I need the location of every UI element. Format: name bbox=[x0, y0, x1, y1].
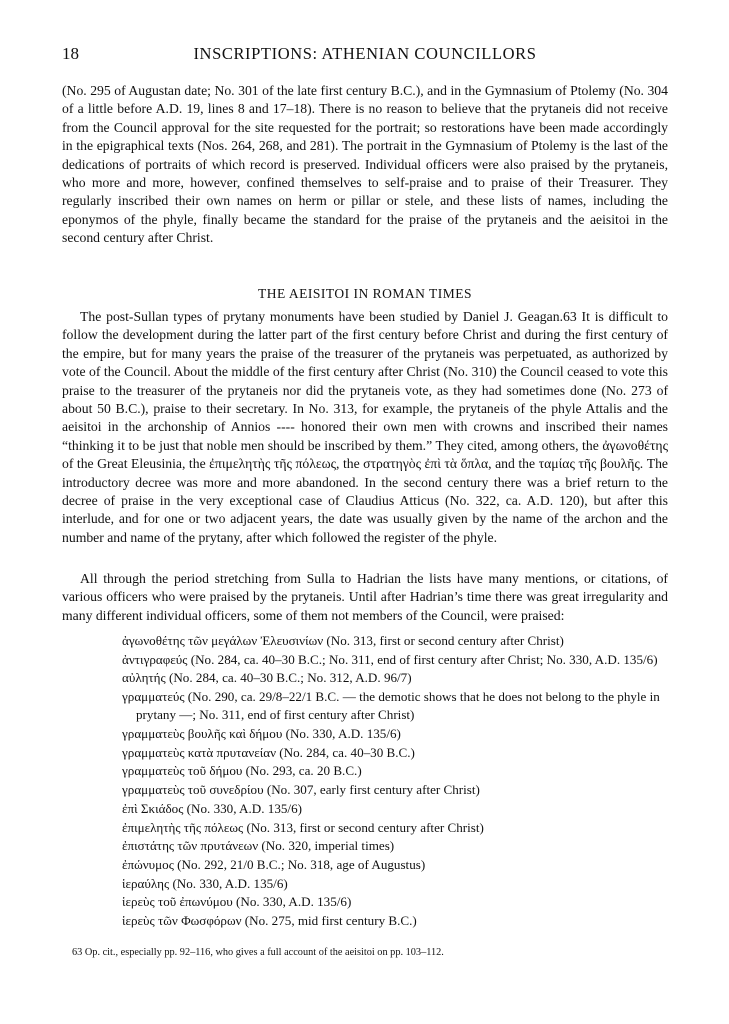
list-item: γραμματεύς (No. 290, ca. 29/8–22/1 B.C. — the demotic shows that he does not belong to the phyle in prytany —; No. 311, end of first century after Christ) bbox=[122, 689, 660, 723]
list-item: ἐπὶ Σκιάδος (No. 330, A.D. 135/6) bbox=[122, 800, 302, 816]
running-title: INSCRIPTIONS: ATHENIAN COUNCILLORS bbox=[193, 44, 537, 63]
list-item: ἀντιγραφεύς (No. 284, ca. 40–30 B.C.; No. 311, end of first century after Christ; No. 330, A.D. 135/6) bbox=[122, 651, 658, 667]
section-title: THE AEISITOI IN ROMAN TIMES bbox=[258, 286, 472, 301]
list-item: ἀγωνοθέτης τῶν μεγάλων Ἐλευσινίων (No. 313, first or second century after Christ) bbox=[122, 633, 564, 648]
list-item: ἐπιμελητὴς τῆς πόλεως (No. 313, first or second century after Christ) bbox=[122, 819, 484, 835]
list-item: γραμματεὺς τοῦ συνεδρίου (No. 307, early first century after Christ) bbox=[122, 782, 480, 798]
list-item: αὐλητής (No. 284, ca. 40–30 B.C.; No. 312, A.D. 96/7) bbox=[122, 670, 412, 686]
list-item: ἱεραύλης (No. 330, A.D. 135/6) bbox=[122, 875, 288, 891]
list-item: ἱερεὺς τοῦ ἐπωνύμου (No. 330, A.D. 135/6) bbox=[122, 894, 352, 910]
page-header bbox=[62, 44, 668, 70]
list-item: ἐπιστάτης τῶν πρυτάνεων (No. 320, imperial times) bbox=[122, 838, 395, 854]
list-item: γραμματεὺς τοῦ δήμου (No. 293, ca. 20 B.C.) bbox=[122, 763, 362, 779]
list-item: ἱερεὺς τῶν Φωσφόρων (No. 275, mid first century B.C.) bbox=[122, 913, 417, 929]
paragraph-1: (No. 295 of Augustan date; No. 301 of the late first century B.C.), and in the Gymnasium of Ptolemy (No. 304 of a little before A.D. 19, lines 8 and 17–18). There is no reason to believe that the prytaneis did not receive from the Council approval for the site requested for the portrait; so restorations have been made accordingly in the epigraphical texts (Nos. 264, 268, and 281). The portrait in the Gymnasium of Ptolemy is the last of the dedications of portraits of which record is preserved. Individual officers were also praised by the prytaneis, who more and more, however, confined themselves to self-praise and to praise of their Treasurer. They regularly inscribed their own names on herm or pillar or stele, and these lists of names, including the eponymos of the phyle, finally became the standard for the praise of the prytaneis and the aeisitoi in the second century after Christ. bbox=[62, 83, 668, 246]
list-item: ἐπώνυμος (No. 292, 21/0 B.C.; No. 318, age of Augustus) bbox=[122, 856, 426, 872]
paragraph-3: All through the period stretching from Sulla to Hadrian the lists have many mentions, or citations, of various officers who were praised by the prytaneis. Until after Hadrian’s time there was great irregularity and many different individual officers, some of them not members of the Council, were praised: bbox=[62, 571, 668, 623]
list-item: γραμματεὺς βουλῆς καὶ δήμου (No. 330, A.D. 135/6) bbox=[122, 726, 401, 742]
footnote: 63 Op. cit., especially pp. 92–116, who gives a full account of the aeisitoi on pp. 103–112. bbox=[72, 947, 444, 958]
page-number: 18 bbox=[62, 44, 79, 63]
list-item: γραμματεὺς κατὰ πρυτανείαν (No. 284, ca. 40–30 B.C.) bbox=[122, 744, 415, 760]
officer-list bbox=[122, 632, 682, 931]
paragraph-2: The post-Sullan types of prytany monuments have been studied by Daniel J. Geagan.63 It is difficult to follow the development during the latter part of the first century before Christ and during the first century of the empire, but for many years the praise of the treasurer of the prytaneis was perpetuated, as authorized by vote of the Council. About the middle of the first century after Christ (No. 310) the Council ceased to vote this praise to the treasurer of the prytaneis nor did the prytaneis vote, as they had sometimes done (No. 273 of about 50 B.C.), praise to their secretary. In No. 313, for example, the prytaneis of the phyle Attalis and the aeisitoi in the archonship of Annios ---- honored their own men with crowns and inscribed their names “thinking it to be just that noble men should be inscribed by them.” They cited, among others, the ἀγωνοθέτης of the Great Eleusinia, the ἐπιμελητὴς τῆς πόλεως, the στρατηγὸς ἐπὶ τὰ ὅπλα, and the ταμίας τῆς βουλῆς. The introductory decree was more and more abandoned. In the second century there was a brief return to the decree of praise in the very exceptional case of Claudius Atticus (No. 322, ca. A.D. 120), but after this interlude, and for one or two adjacent years, the date was usually given by the name of the archon and the number and name of the prytany, after which followed the register of the phyle. bbox=[62, 309, 668, 545]
